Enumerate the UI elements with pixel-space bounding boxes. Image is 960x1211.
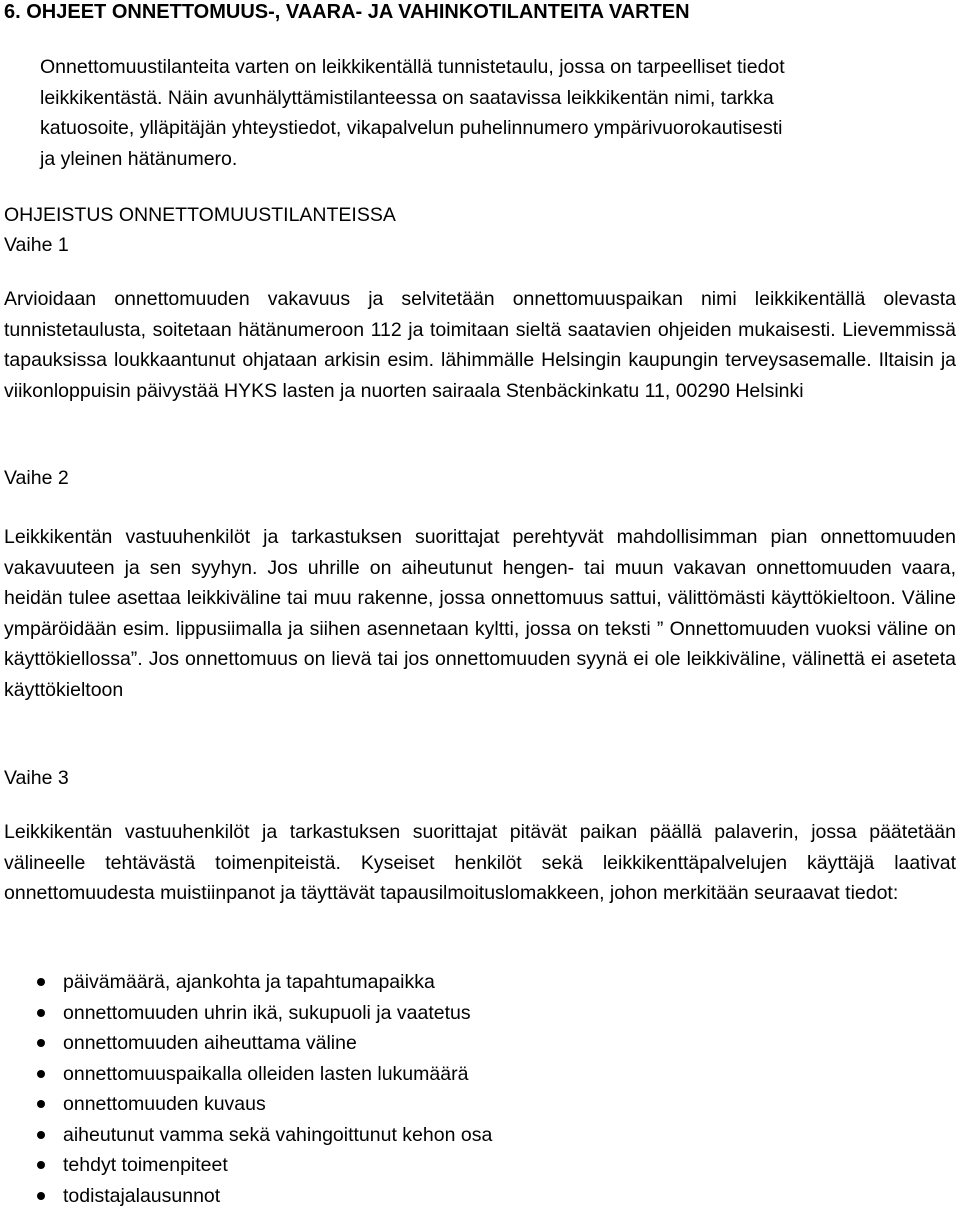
intro-line: Onnettomuustilanteita varten on leikkikentällä tunnistetaulu, jossa on tarpeelliset tiedot xyxy=(40,52,956,83)
report-fields-list xyxy=(4,967,956,1211)
intro-paragraph xyxy=(40,52,956,174)
step-1-label: Vaihe 1 xyxy=(4,230,956,261)
bullet-icon xyxy=(37,1131,45,1139)
bullet-icon xyxy=(37,978,45,986)
list-item xyxy=(4,1089,956,1120)
list-item-text: todistajalausunnot xyxy=(63,1185,220,1207)
instructions-title: OHJEISTUS ONNETTOMUUSTILANTEISSA xyxy=(4,200,956,231)
list-item xyxy=(4,1150,956,1181)
list-item-text: onnettomuuden kuvaus xyxy=(63,1093,266,1115)
list-item-text: aiheutunut vamma sekä vahingoittunut kehon osa xyxy=(63,1124,492,1146)
list-item-text: onnettomuuden uhrin ikä, sukupuoli ja vaatetus xyxy=(63,1002,471,1024)
intro-line: katuosoite, ylläpitäjän yhteystiedot, vikapalvelun puhelinnumero ympärivuorokautisesti xyxy=(40,113,956,144)
bullet-icon xyxy=(37,1192,45,1200)
intro-line: ja yleinen hätänumero. xyxy=(40,144,956,175)
intro-line: leikkikentästä. Näin avunhälyttämistilanteessa on saatavissa leikkikentän nimi, tarkka xyxy=(40,83,956,114)
list-item xyxy=(4,1120,956,1151)
bullet-icon xyxy=(37,1039,45,1047)
list-item-text: tehdyt toimenpiteet xyxy=(63,1154,228,1176)
list-item xyxy=(4,1059,956,1090)
bullet-icon xyxy=(37,1100,45,1108)
bullet-icon xyxy=(37,1161,45,1169)
bullet-icon xyxy=(37,1009,45,1017)
list-item xyxy=(4,1181,956,1211)
list-item xyxy=(4,967,956,998)
step-3-text: Leikkikentän vastuuhenkilöt ja tarkastuksen suorittajat pitävät paikan päällä palaverin, jossa päätetään välineelle tehtävästä toimenpiteistä. Kyseiset henkilöt sekä leikkikenttäpalvelujen käyttäjä laativat onnettomuudesta muistiinpanot ja täyttävät tapausilmoituslomakkeen, johon merkitään seuraavat tiedot: xyxy=(4,817,956,909)
list-item xyxy=(4,998,956,1029)
list-item-text: onnettomuuspaikalla olleiden lasten lukumäärä xyxy=(63,1063,468,1085)
bullet-icon xyxy=(37,1070,45,1078)
step-1-text: Arvioidaan onnettomuuden vakavuus ja selvitetään onnettomuuspaikan nimi leikkikentällä olevasta tunnistetaulusta, soitetaan hätänumeroon 112 ja toimitaan sieltä saatavien ohjeiden mukaisesti. Lievemmissä tapauksissa loukkaantunut ohjataan arkisin esim. lähimmälle Helsingin kaupungin terveysasemalle. Iltaisin ja viikonloppuisin päivystää HYKS lasten ja nuorten sairaala Stenbäckinkatu 11, 00290 Helsinki xyxy=(4,284,956,406)
step-3-label: Vaihe 3 xyxy=(4,763,956,794)
step-2-label: Vaihe 2 xyxy=(4,463,956,494)
list-item-text: päivämäärä, ajankohta ja tapahtumapaikka xyxy=(63,971,435,993)
step-2-text: Leikkikentän vastuuhenkilöt ja tarkastuksen suorittajat perehtyvät mahdollisimman pian onnettomuuden vakavuuteen ja sen syyhyn. Jos uhrille on aiheutunut hengen- tai muun vakavan onnettomuuden vaara, heidän tulee asettaa leikkiväline tai muu rakenne, jossa onnettomuus sattui, välittömästi käyttökieltoon. Väline ympäröidään esim. lippusiimalla ja siihen asennetaan kyltti, jossa on teksti ” Onnettomuuden vuoksi väline on käyttökiellossa”. Jos onnettomuus on lievä tai jos onnettomuuden syynä ei ole leikkiväline, välinettä ei aseteta käyttökieltoon xyxy=(4,522,956,705)
section-heading: 6. OHJEET ONNETTOMUUS-, VAARA- JA VAHINKOTILANTEITA VARTEN xyxy=(4,0,690,24)
list-item-text: onnettomuuden aiheuttama väline xyxy=(63,1032,357,1054)
list-item xyxy=(4,1028,956,1059)
